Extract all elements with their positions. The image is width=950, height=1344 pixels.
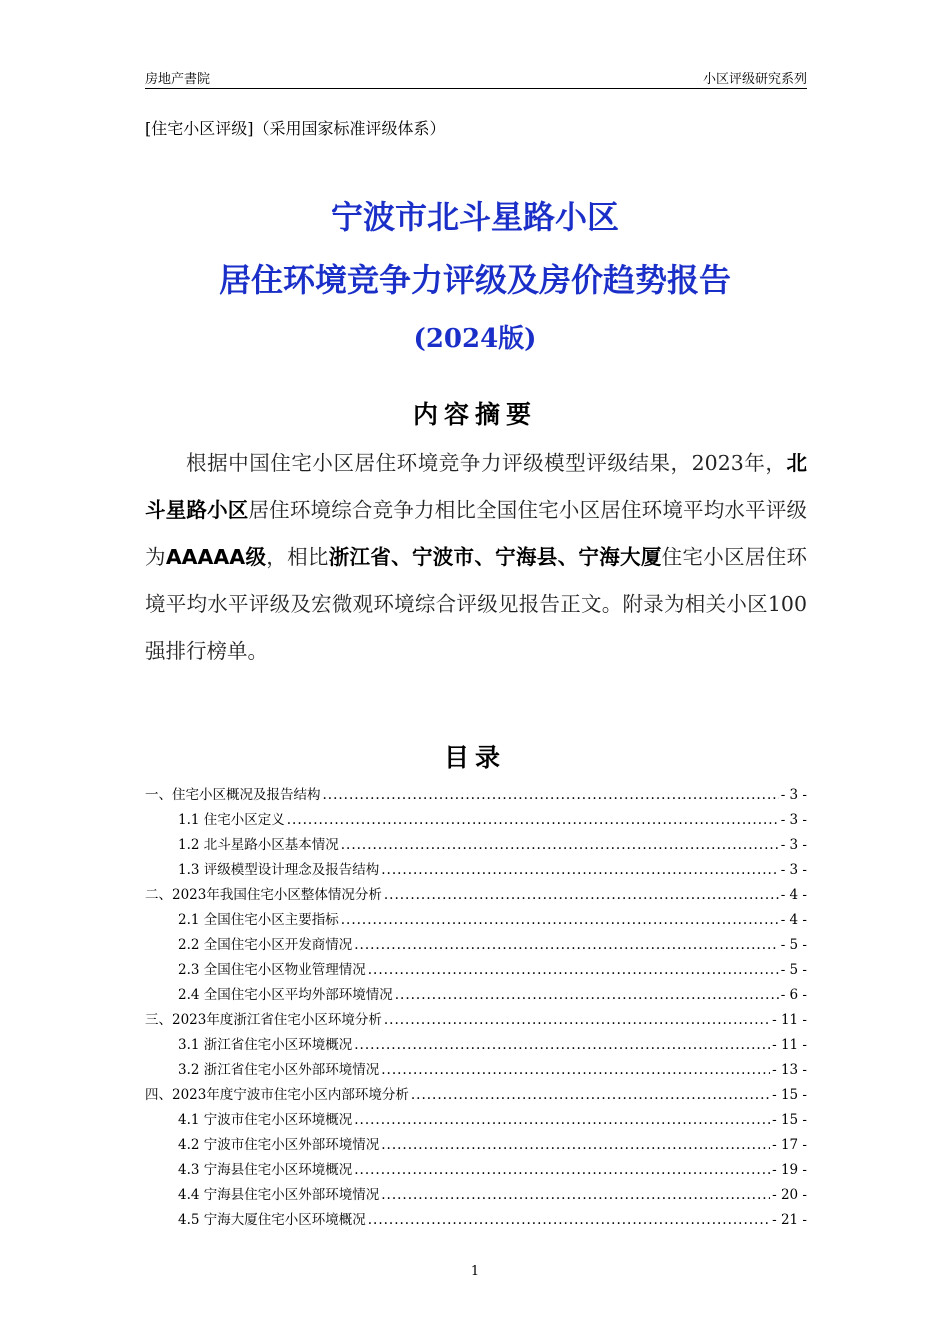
- toc-entry[interactable]: [145, 1083, 807, 1108]
- toc-entry-page: - 20 -: [772, 1187, 807, 1203]
- toc-entry-title: 一、住宅小区概况及报告结构: [145, 787, 321, 803]
- toc-leader-dots: [323, 783, 779, 808]
- toc-leader-dots: [368, 958, 779, 983]
- toc-leader-dots: [287, 808, 779, 833]
- toc-leader-dots: [341, 833, 779, 858]
- abstract-paragraph: [145, 440, 807, 675]
- toc-entry-title: 1.1 住宅小区定义: [178, 812, 285, 828]
- toc-leader-dots: [368, 1208, 770, 1233]
- abstract-text: 居住环境综合竞争力相比全国住宅小区居住环境平均水平评级为: [145, 498, 807, 569]
- toc-leader-dots: [381, 1058, 770, 1083]
- toc-leader-dots: [354, 1108, 770, 1133]
- toc-entry-title: 1.2 北斗星路小区基本情况: [178, 837, 339, 853]
- toc-entry[interactable]: [145, 1158, 807, 1183]
- toc-entry-page: - 21 -: [772, 1212, 807, 1228]
- toc-entry-title: 2.2 全国住宅小区开发商情况: [178, 937, 353, 953]
- toc-entry[interactable]: [145, 1008, 807, 1033]
- toc-entry-page: - 4 -: [780, 887, 807, 903]
- header-series: 小区评级研究系列: [702, 72, 807, 87]
- abstract-text: 住宅小区居住环境平均水平评级及宏微观环境综合评级见报告正文。附录为相关小区100强排行榜单。: [145, 545, 808, 663]
- report-title-line1: 宁波市北斗星路小区: [330, 198, 619, 236]
- toc-entry-title: 4.1 宁波市住宅小区环境概况: [178, 1112, 353, 1128]
- toc-entry-page: - 19 -: [772, 1162, 807, 1178]
- table-of-contents: [145, 783, 807, 1233]
- toc-entry-page: - 13 -: [772, 1062, 807, 1078]
- toc-entry-title: 4.5 宁海大厦住宅小区环境概况: [178, 1212, 366, 1228]
- toc-entry-page: - 3 -: [780, 837, 807, 853]
- toc-entry[interactable]: [145, 883, 807, 908]
- toc-leader-dots: [381, 858, 778, 883]
- page-header: [145, 66, 807, 89]
- toc-entry-page: - 15 -: [772, 1112, 807, 1128]
- toc-entry-title: 3.1 浙江省住宅小区环境概况: [178, 1037, 353, 1053]
- toc-entry-page: - 3 -: [780, 862, 807, 878]
- toc-entry[interactable]: [145, 783, 807, 808]
- category-tag: [住宅小区评级]（采用国家标准评级体系）: [145, 119, 446, 138]
- toc-entry[interactable]: [145, 983, 807, 1008]
- community-name: 北斗星路小区: [145, 451, 807, 522]
- toc-entry-page: - 15 -: [772, 1087, 807, 1103]
- toc-entry[interactable]: [145, 1108, 807, 1133]
- toc-entry-page: - 6 -: [780, 987, 807, 1003]
- abstract-body: [145, 440, 807, 675]
- toc-entry[interactable]: [145, 833, 807, 858]
- toc-entry[interactable]: [145, 808, 807, 833]
- toc-leader-dots: [354, 933, 778, 958]
- toc-entry-title: 2.1 全国住宅小区主要指标: [178, 912, 339, 928]
- toc-entry-title: 2.4 全国住宅小区平均外部环境情况: [178, 987, 393, 1003]
- toc-entry-title: 3.2 浙江省住宅小区外部环境情况: [178, 1062, 380, 1078]
- toc-entry[interactable]: [145, 1133, 807, 1158]
- toc-entry[interactable]: [145, 933, 807, 958]
- report-edition: (2024版): [413, 324, 537, 354]
- comparison-regions: 浙江省、宁波市、宁海县、宁海大厦: [328, 545, 662, 569]
- toc-heading: 目录: [443, 743, 506, 772]
- report-title-line2: 居住环境竞争力评级及房价趋势报告: [218, 261, 731, 299]
- toc-leader-dots: [384, 883, 779, 908]
- toc-entry-page: - 17 -: [772, 1137, 807, 1153]
- toc-entry-page: - 11 -: [772, 1012, 807, 1028]
- toc-leader-dots: [381, 1133, 770, 1158]
- toc-leader-dots: [381, 1183, 770, 1208]
- toc-entry[interactable]: [145, 908, 807, 933]
- toc-leader-dots: [354, 1033, 770, 1058]
- toc-entry[interactable]: [145, 1033, 807, 1058]
- toc-leader-dots: [354, 1158, 770, 1183]
- toc-entry-page: - 3 -: [780, 812, 807, 828]
- toc-entry-page: - 5 -: [780, 962, 807, 978]
- toc-entry-title: 四、2023年度宁波市住宅小区内部环境分析: [145, 1087, 409, 1103]
- toc-entry-page: - 3 -: [780, 787, 807, 803]
- toc-entry-title: 4.3 宁海县住宅小区环境概况: [178, 1162, 353, 1178]
- toc-leader-dots: [341, 908, 779, 933]
- toc-entry[interactable]: [145, 1058, 807, 1083]
- toc-leader-dots: [395, 983, 779, 1008]
- page-number: 1: [470, 1264, 480, 1279]
- toc-entry-title: 三、2023年度浙江省住宅小区环境分析: [145, 1012, 382, 1028]
- toc-entry-page: - 4 -: [780, 912, 807, 928]
- toc-entry[interactable]: [145, 958, 807, 983]
- toc-entry-page: - 5 -: [780, 937, 807, 953]
- header-publisher: 房地产書院: [145, 72, 211, 87]
- toc-entry[interactable]: [145, 1183, 807, 1208]
- toc-leader-dots: [384, 1008, 770, 1033]
- abstract-text: ，相比: [266, 545, 329, 569]
- toc-entry[interactable]: [145, 858, 807, 883]
- toc-entry-title: 2.3 全国住宅小区物业管理情况: [178, 962, 366, 978]
- rating-grade: AAAAA级: [165, 545, 267, 569]
- abstract-text: 根据中国住宅小区居住环境竞争力评级模型评级结果，2023年，: [186, 451, 787, 475]
- toc-entry-page: - 11 -: [772, 1037, 807, 1053]
- toc-entry-title: 4.4 宁海县住宅小区外部环境情况: [178, 1187, 380, 1203]
- toc-entry-title: 4.2 宁波市住宅小区外部环境情况: [178, 1137, 380, 1153]
- toc-entry-title: 1.3 评级模型设计理念及报告结构: [178, 862, 380, 878]
- toc-entry[interactable]: [145, 1208, 807, 1233]
- abstract-heading: 内容摘要: [412, 400, 537, 429]
- toc-leader-dots: [411, 1083, 770, 1108]
- toc-entry-title: 二、2023年我国住宅小区整体情况分析: [145, 887, 382, 903]
